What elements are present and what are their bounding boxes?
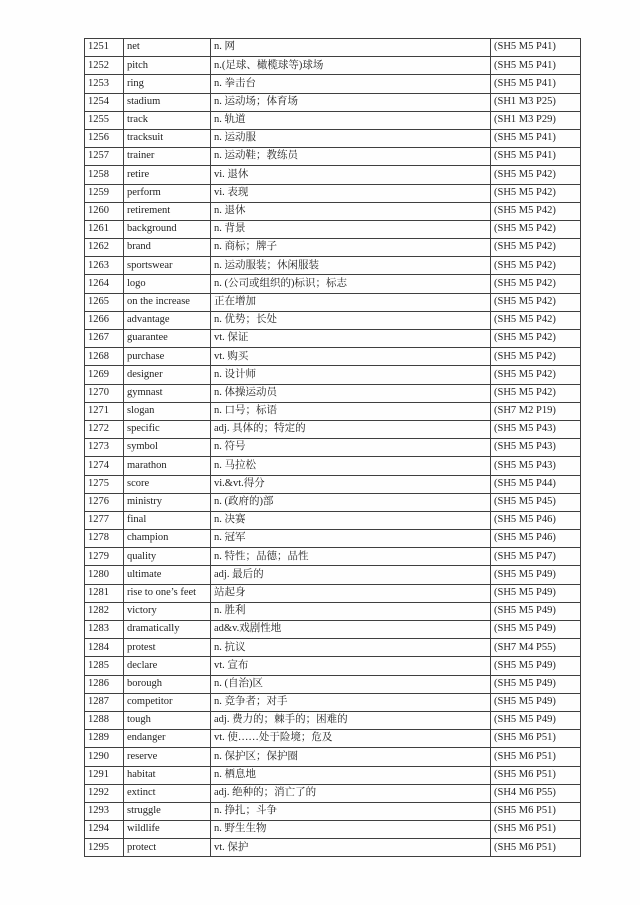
index-cell: 1261 <box>85 220 124 238</box>
index-cell: 1269 <box>85 366 124 384</box>
index-cell: 1271 <box>85 402 124 420</box>
word-cell: dramatically <box>124 621 211 639</box>
table-row <box>85 402 581 420</box>
reference-cell: (SH5 M5 P49) <box>491 566 581 584</box>
table-row <box>85 202 581 220</box>
word-cell: guarantee <box>124 330 211 348</box>
reference-cell: (SH5 M6 P51) <box>491 766 581 784</box>
word-cell: declare <box>124 657 211 675</box>
reference-cell: (SH5 M5 P46) <box>491 530 581 548</box>
reference-cell: (SH5 M5 P42) <box>491 384 581 402</box>
index-cell: 1257 <box>85 148 124 166</box>
reference-cell: (SH5 M5 P45) <box>491 493 581 511</box>
definition-cell: n. 设计师 <box>211 366 491 384</box>
definition-cell: n. 商标；牌子 <box>211 239 491 257</box>
table-row <box>85 111 581 129</box>
reference-cell: (SH5 M5 P42) <box>491 166 581 184</box>
reference-cell: (SH5 M5 P41) <box>491 75 581 93</box>
reference-cell: (SH5 M5 P42) <box>491 275 581 293</box>
table-row <box>85 511 581 529</box>
table-row <box>85 239 581 257</box>
word-cell: background <box>124 220 211 238</box>
reference-cell: (SH5 M5 P41) <box>491 129 581 147</box>
table-row <box>85 129 581 147</box>
table-row <box>85 384 581 402</box>
table-row <box>85 148 581 166</box>
definition-cell: n. 体操运动员 <box>211 384 491 402</box>
definition-cell: vi. 表现 <box>211 184 491 202</box>
word-cell: retire <box>124 166 211 184</box>
index-cell: 1275 <box>85 475 124 493</box>
word-cell: protest <box>124 639 211 657</box>
definition-cell: n. 运动服装；休闲服装 <box>211 257 491 275</box>
index-cell: 1277 <box>85 511 124 529</box>
index-cell: 1259 <box>85 184 124 202</box>
definition-cell: 正在增加 <box>211 293 491 311</box>
table-row <box>85 566 581 584</box>
index-cell: 1252 <box>85 57 124 75</box>
table-row <box>85 257 581 275</box>
index-cell: 1265 <box>85 293 124 311</box>
table-row <box>85 784 581 802</box>
definition-cell: n. 退休 <box>211 202 491 220</box>
table-row <box>85 75 581 93</box>
index-cell: 1264 <box>85 275 124 293</box>
index-cell: 1295 <box>85 839 124 857</box>
reference-cell: (SH5 M5 P42) <box>491 220 581 238</box>
table-row <box>85 802 581 820</box>
index-cell: 1274 <box>85 457 124 475</box>
index-cell: 1287 <box>85 693 124 711</box>
definition-cell: vt. 保证 <box>211 330 491 348</box>
reference-cell: (SH5 M5 P43) <box>491 420 581 438</box>
definition-cell: n. 口号；标语 <box>211 402 491 420</box>
index-cell: 1286 <box>85 675 124 693</box>
index-cell: 1280 <box>85 566 124 584</box>
table-row <box>85 293 581 311</box>
reference-cell: (SH5 M5 P41) <box>491 57 581 75</box>
word-cell: logo <box>124 275 211 293</box>
definition-cell: n. 背景 <box>211 220 491 238</box>
word-cell: victory <box>124 602 211 620</box>
word-cell: wildlife <box>124 821 211 839</box>
definition-cell: n. 栖息地 <box>211 766 491 784</box>
reference-cell: (SH5 M5 P47) <box>491 548 581 566</box>
definition-cell: adj. 绝种的；消亡了的 <box>211 784 491 802</box>
index-cell: 1284 <box>85 639 124 657</box>
definition-cell: adj. 最后的 <box>211 566 491 584</box>
word-cell: retirement <box>124 202 211 220</box>
table-row <box>85 548 581 566</box>
reference-cell: (SH5 M6 P51) <box>491 730 581 748</box>
reference-cell: (SH5 M5 P42) <box>491 348 581 366</box>
index-cell: 1294 <box>85 821 124 839</box>
index-cell: 1289 <box>85 730 124 748</box>
index-cell: 1255 <box>85 111 124 129</box>
reference-cell: (SH5 M5 P42) <box>491 184 581 202</box>
reference-cell: (SH5 M5 P46) <box>491 511 581 529</box>
reference-cell: (SH5 M5 P41) <box>491 39 581 57</box>
reference-cell: (SH5 M6 P51) <box>491 802 581 820</box>
reference-cell: (SH5 M5 P41) <box>491 148 581 166</box>
table-row <box>85 730 581 748</box>
table-row <box>85 584 581 602</box>
table-row <box>85 220 581 238</box>
word-cell: track <box>124 111 211 129</box>
table-row <box>85 348 581 366</box>
index-cell: 1262 <box>85 239 124 257</box>
word-cell: gymnast <box>124 384 211 402</box>
definition-cell: n. 马拉松 <box>211 457 491 475</box>
reference-cell: (SH5 M5 P43) <box>491 439 581 457</box>
word-cell: struggle <box>124 802 211 820</box>
table-row <box>85 475 581 493</box>
word-cell: competitor <box>124 693 211 711</box>
word-cell: tough <box>124 711 211 729</box>
word-cell: advantage <box>124 311 211 329</box>
definition-cell: n. 符号 <box>211 439 491 457</box>
index-cell: 1273 <box>85 439 124 457</box>
word-cell: stadium <box>124 93 211 111</box>
word-cell: specific <box>124 420 211 438</box>
word-cell: tracksuit <box>124 129 211 147</box>
word-cell: perform <box>124 184 211 202</box>
word-cell: reserve <box>124 748 211 766</box>
index-cell: 1268 <box>85 348 124 366</box>
definition-cell: adj. 费力的；棘手的；困难的 <box>211 711 491 729</box>
definition-cell: n.(足球、橄榄球等)球场 <box>211 57 491 75</box>
table-row <box>85 766 581 784</box>
index-cell: 1258 <box>85 166 124 184</box>
definition-cell: n. 胜利 <box>211 602 491 620</box>
index-cell: 1281 <box>85 584 124 602</box>
reference-cell: (SH5 M5 P42) <box>491 366 581 384</box>
reference-cell: (SH5 M5 P42) <box>491 293 581 311</box>
table-row <box>85 675 581 693</box>
word-cell: net <box>124 39 211 57</box>
table-row <box>85 839 581 857</box>
definition-cell: n. 优势；长处 <box>211 311 491 329</box>
reference-cell: (SH4 M6 P55) <box>491 784 581 802</box>
index-cell: 1270 <box>85 384 124 402</box>
index-cell: 1253 <box>85 75 124 93</box>
word-cell: brand <box>124 239 211 257</box>
reference-cell: (SH5 M5 P49) <box>491 711 581 729</box>
index-cell: 1256 <box>85 129 124 147</box>
table-row <box>85 639 581 657</box>
word-cell: score <box>124 475 211 493</box>
index-cell: 1263 <box>85 257 124 275</box>
index-cell: 1278 <box>85 530 124 548</box>
definition-cell: vt. 购买 <box>211 348 491 366</box>
reference-cell: (SH5 M6 P51) <box>491 821 581 839</box>
word-cell: pitch <box>124 57 211 75</box>
definition-cell: n. 决赛 <box>211 511 491 529</box>
definition-cell: n. 运动服 <box>211 129 491 147</box>
reference-cell: (SH5 M5 P49) <box>491 693 581 711</box>
definition-cell: n. (自治)区 <box>211 675 491 693</box>
reference-cell: (SH5 M5 P42) <box>491 202 581 220</box>
word-cell: rise to one’s feet <box>124 584 211 602</box>
index-cell: 1279 <box>85 548 124 566</box>
index-cell: 1291 <box>85 766 124 784</box>
definition-cell: n. 运动场；体育场 <box>211 93 491 111</box>
word-cell: ultimate <box>124 566 211 584</box>
index-cell: 1283 <box>85 621 124 639</box>
definition-cell: n. 保护区；保护圈 <box>211 748 491 766</box>
index-cell: 1292 <box>85 784 124 802</box>
definition-cell: n. (公司或组织的)标识；标志 <box>211 275 491 293</box>
table-row <box>85 693 581 711</box>
table-row <box>85 311 581 329</box>
table-row <box>85 439 581 457</box>
definition-cell: n. 网 <box>211 39 491 57</box>
index-cell: 1285 <box>85 657 124 675</box>
word-cell: endanger <box>124 730 211 748</box>
reference-cell: (SH1 M3 P29) <box>491 111 581 129</box>
index-cell: 1254 <box>85 93 124 111</box>
table-row <box>85 330 581 348</box>
index-cell: 1293 <box>85 802 124 820</box>
reference-cell: (SH5 M5 P44) <box>491 475 581 493</box>
vocab-table <box>84 38 581 857</box>
reference-cell: (SH5 M5 P42) <box>491 330 581 348</box>
index-cell: 1267 <box>85 330 124 348</box>
definition-cell: n. 特性；品德；品性 <box>211 548 491 566</box>
table-row <box>85 420 581 438</box>
definition-cell: n. 抗议 <box>211 639 491 657</box>
definition-cell: n. 拳击台 <box>211 75 491 93</box>
index-cell: 1260 <box>85 202 124 220</box>
word-cell: ministry <box>124 493 211 511</box>
definition-cell: n. 冠军 <box>211 530 491 548</box>
index-cell: 1272 <box>85 420 124 438</box>
definition-cell: ad&v.戏剧性地 <box>211 621 491 639</box>
word-cell: habitat <box>124 766 211 784</box>
table-row <box>85 711 581 729</box>
word-cell: ring <box>124 75 211 93</box>
word-cell: symbol <box>124 439 211 457</box>
definition-cell: vt. 使……处于险境；危及 <box>211 730 491 748</box>
word-cell: trainer <box>124 148 211 166</box>
index-cell: 1266 <box>85 311 124 329</box>
table-row <box>85 275 581 293</box>
index-cell: 1251 <box>85 39 124 57</box>
reference-cell: (SH5 M6 P51) <box>491 839 581 857</box>
word-cell: on the increase <box>124 293 211 311</box>
definition-cell: n. 挣扎；斗争 <box>211 802 491 820</box>
reference-cell: (SH5 M5 P49) <box>491 675 581 693</box>
definition-cell: adj. 具体的；特定的 <box>211 420 491 438</box>
definition-cell: n. 运动鞋；教练员 <box>211 148 491 166</box>
table-row <box>85 821 581 839</box>
reference-cell: (SH5 M5 P42) <box>491 311 581 329</box>
definition-cell: n. 竞争者；对手 <box>211 693 491 711</box>
reference-cell: (SH5 M5 P42) <box>491 239 581 257</box>
reference-cell: (SH5 M6 P51) <box>491 748 581 766</box>
word-cell: protect <box>124 839 211 857</box>
reference-cell: (SH7 M4 P55) <box>491 639 581 657</box>
table-row <box>85 530 581 548</box>
reference-cell: (SH7 M2 P19) <box>491 402 581 420</box>
word-cell: borough <box>124 675 211 693</box>
definition-cell: vi. 退休 <box>211 166 491 184</box>
table-row <box>85 184 581 202</box>
reference-cell: (SH5 M5 P49) <box>491 584 581 602</box>
definition-cell: n. (政府的)部 <box>211 493 491 511</box>
vocab-table-body <box>85 39 581 857</box>
definition-cell: n. 轨道 <box>211 111 491 129</box>
table-row <box>85 748 581 766</box>
word-cell: purchase <box>124 348 211 366</box>
definition-cell: n. 野生生物 <box>211 821 491 839</box>
word-cell: champion <box>124 530 211 548</box>
word-cell: quality <box>124 548 211 566</box>
reference-cell: (SH5 M5 P49) <box>491 657 581 675</box>
definition-cell: vi.&vt.得分 <box>211 475 491 493</box>
table-row <box>85 621 581 639</box>
word-cell: sportswear <box>124 257 211 275</box>
reference-cell: (SH5 M5 P42) <box>491 257 581 275</box>
word-cell: extinct <box>124 784 211 802</box>
table-row <box>85 602 581 620</box>
table-row <box>85 493 581 511</box>
table-row <box>85 93 581 111</box>
reference-cell: (SH1 M3 P25) <box>491 93 581 111</box>
index-cell: 1290 <box>85 748 124 766</box>
definition-cell: vt. 保护 <box>211 839 491 857</box>
word-cell: marathon <box>124 457 211 475</box>
table-row <box>85 657 581 675</box>
word-cell: designer <box>124 366 211 384</box>
table-row <box>85 39 581 57</box>
reference-cell: (SH5 M5 P49) <box>491 621 581 639</box>
table-row <box>85 166 581 184</box>
word-cell: final <box>124 511 211 529</box>
index-cell: 1288 <box>85 711 124 729</box>
index-cell: 1276 <box>85 493 124 511</box>
index-cell: 1282 <box>85 602 124 620</box>
definition-cell: vt. 宣布 <box>211 657 491 675</box>
table-row <box>85 366 581 384</box>
table-row <box>85 457 581 475</box>
definition-cell: 站起身 <box>211 584 491 602</box>
word-cell: slogan <box>124 402 211 420</box>
reference-cell: (SH5 M5 P43) <box>491 457 581 475</box>
table-row <box>85 57 581 75</box>
reference-cell: (SH5 M5 P49) <box>491 602 581 620</box>
